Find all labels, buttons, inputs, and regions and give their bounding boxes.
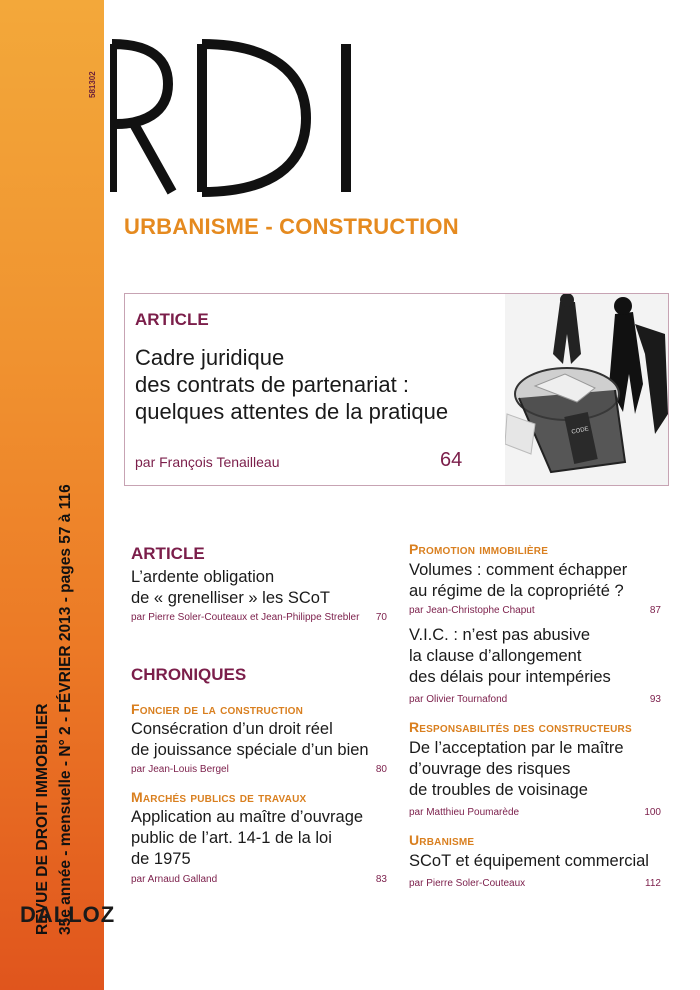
title-line: de 1975 — [131, 850, 191, 868]
foncier-title — [131, 719, 387, 761]
promotion-label: Promotion immobilière — [409, 541, 549, 557]
title-line: V.I.C. : n’est pas abusive — [409, 626, 590, 644]
promotion-title-1 — [409, 560, 661, 602]
promotion-byline-1 — [409, 605, 661, 616]
featured-kicker: ARTICLE — [135, 310, 209, 329]
author: par Jean-Louis Bergel — [131, 764, 229, 775]
title-line: SCoT et équipement commercial — [409, 852, 649, 870]
article-byline — [131, 612, 387, 623]
featured-page: 64 — [440, 449, 463, 471]
title-line: la clause d’allongement — [409, 647, 582, 665]
author: par Arnaud Galland — [131, 874, 218, 885]
marches-byline — [131, 874, 387, 885]
foncier-label: Foncier de la construction — [131, 701, 304, 717]
title-line: au régime de la copropriété ? — [409, 582, 624, 600]
title-line: L’ardente obligation — [131, 568, 275, 586]
page-number: 70 — [375, 612, 387, 623]
urbanisme-byline — [409, 878, 661, 889]
svg-text:CODE: CODE — [571, 426, 590, 436]
author: par Pierre Soler-Couteaux et Jean-Philippe Strebler — [131, 612, 360, 623]
promotion-byline-2 — [409, 694, 661, 705]
featured-article — [124, 293, 669, 486]
responsabilites-byline — [409, 807, 661, 818]
right-column — [409, 541, 661, 889]
responsabilites-title — [409, 738, 661, 801]
urbanisme-label: Urbanisme — [409, 832, 475, 848]
promotion-title-2 — [409, 625, 661, 688]
spine-issue-text: 35e année - mensuelle - N° 2 - FÉVRIER 2013 - pages 57 à 116 — [57, 484, 74, 935]
article-label: ARTICLE — [131, 544, 205, 563]
spine-title: REVUE DE DROIT IMMOBILIER — [34, 703, 51, 935]
urbanisme-title — [409, 851, 661, 872]
wastebasket-photo — [505, 294, 668, 485]
title-line: d’ouvrage des risques — [409, 760, 571, 778]
author: par Matthieu Poumarède — [409, 807, 520, 818]
featured-title-line: des contrats de partenariat : — [135, 372, 409, 397]
title-line: Volumes : comment échapper — [409, 561, 628, 579]
featured-author: par François Tenailleau — [135, 454, 280, 470]
author: par Pierre Soler-Couteaux — [409, 878, 526, 889]
marches-label: Marchés publics de travaux — [131, 789, 307, 805]
title-line: de « grenelliser » les SCoT — [131, 589, 331, 607]
featured-title-line: Cadre juridique — [135, 345, 285, 370]
page-number: 83 — [375, 874, 387, 885]
title-line: de jouissance spéciale d’un bien — [131, 741, 369, 759]
article-title — [131, 567, 387, 609]
author: par Olivier Tournafond — [409, 694, 508, 705]
rdi-logo — [110, 38, 370, 198]
page-number: 93 — [649, 694, 661, 705]
responsabilites-label: Responsabilités des constructeurs — [409, 719, 632, 735]
spine-code-text: 581302 — [88, 71, 97, 98]
title-line: public de l’art. 14-1 de la loi — [131, 829, 332, 847]
title-line: Application au maître d’ouvrage — [131, 808, 364, 826]
page-number: 87 — [649, 605, 661, 616]
publisher-logo: DALLOZ — [20, 902, 116, 927]
title-line: Consécration d’un droit réel — [131, 720, 333, 738]
author: par Jean-Christophe Chaput — [409, 605, 535, 616]
title-line: des délais pour intempéries — [409, 668, 611, 686]
page-number: 100 — [644, 807, 661, 818]
featured-title — [135, 344, 448, 425]
marches-title — [131, 807, 387, 870]
chroniques-label: CHRONIQUES — [131, 665, 247, 684]
page-number: 112 — [645, 878, 661, 889]
section-title: URBANISME - CONSTRUCTION — [124, 214, 459, 239]
title-line: De l’acceptation par le maître — [409, 739, 624, 757]
page-number: 80 — [375, 764, 387, 775]
left-column — [131, 544, 387, 885]
foncier-byline — [131, 764, 387, 775]
title-line: de troubles de voisinage — [409, 781, 588, 799]
featured-title-line: quelques attentes de la pratique — [135, 399, 449, 424]
